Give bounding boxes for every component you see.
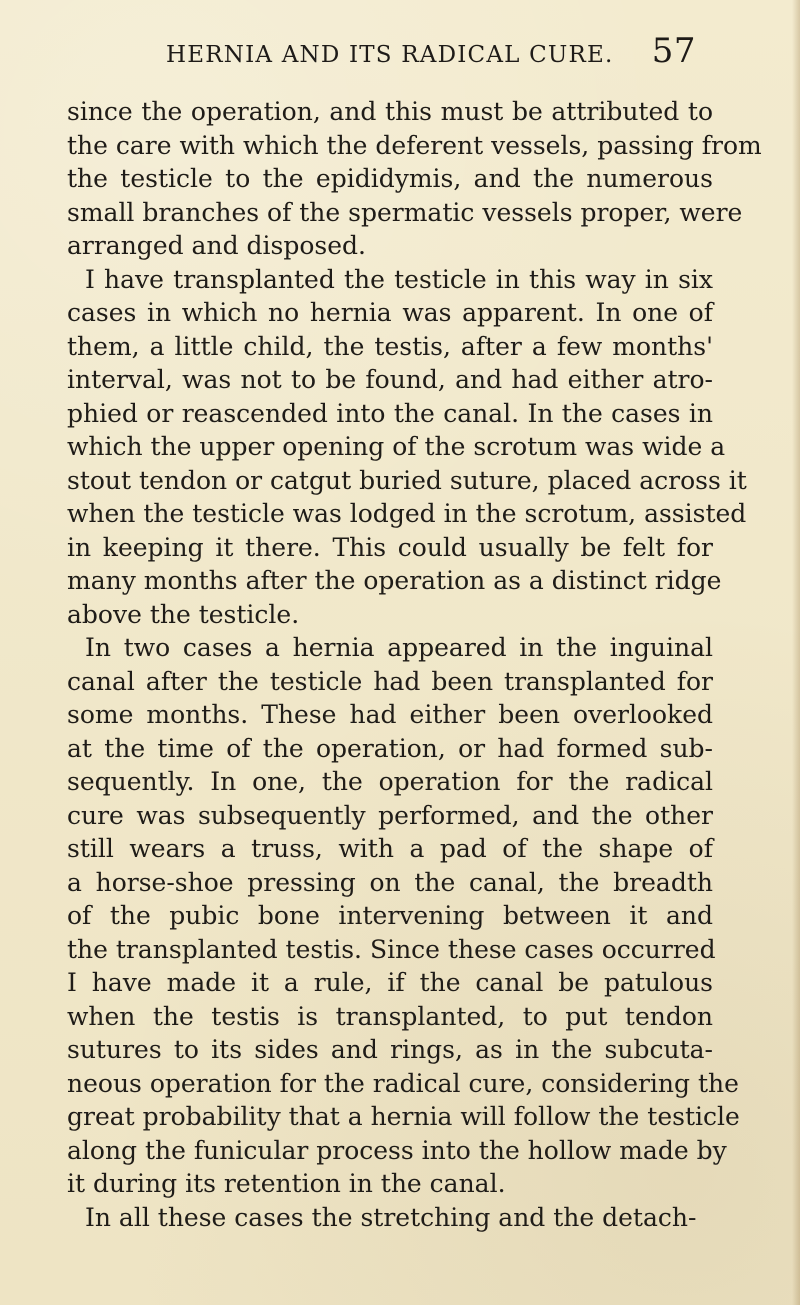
text-line: since the operation, and this must be attributed to <box>67 97 713 126</box>
text-line: phied or reascended into the canal. In the cases in <box>67 398 713 428</box>
text-line: when the testicle was lodged in the scrotum, assisted <box>67 499 747 528</box>
text-line: stout tendon or catgut buried suture, placed across it <box>67 465 747 495</box>
body-text <box>67 97 762 1232</box>
text-line: cure was subsequently performed, and the other <box>67 800 713 830</box>
text-line: canal after the testicle had been transplanted for <box>67 666 713 696</box>
text-line: many months after the operation as a distinct ridge <box>67 566 722 595</box>
text-line: great probability that a hernia will follow the testicle <box>67 1102 740 1131</box>
text-line: of the pubic bone intervening between it and <box>67 901 713 930</box>
text-line: sequently. In one, the operation for the radical <box>67 767 713 796</box>
text-line: in keeping it there. This could usually be felt for <box>67 532 713 562</box>
text-line: the testicle to the epididymis, and the numerous <box>67 164 713 193</box>
page-header <box>166 31 696 82</box>
text-line: along the funicular process into the hollow made by <box>67 1135 727 1165</box>
text-line: them, a little child, the testis, after a few months' <box>67 331 713 361</box>
paragraph-start-line: In all these cases the stretching and the detach- <box>85 1202 697 1232</box>
page-number: 57 <box>651 31 696 71</box>
text-line: it during its retention in the canal. <box>67 1169 506 1198</box>
text-line: above the testicle. <box>67 599 300 629</box>
text-line: some months. These had either been overlooked <box>67 700 713 729</box>
text-line: when the testis is transplanted, to put tendon <box>67 1001 713 1031</box>
text-line: a horse-shoe pressing on the canal, the breadth <box>67 867 713 897</box>
paragraph-start-line: I have transplanted the testicle in this way in six <box>85 264 713 294</box>
text-line: small branches of the spermatic vessels proper, were <box>67 197 743 227</box>
page-edge-shadow <box>792 0 800 1305</box>
text-line: I have made it a rule, if the canal be patulous <box>67 968 713 997</box>
text-line: interval, was not to be found, and had either atro- <box>67 365 713 394</box>
text-line: neous operation for the radical cure, considering the <box>67 1068 739 1098</box>
text-line: the care with which the deferent vessels, passing from <box>67 130 762 160</box>
text-line: cases in which no hernia was apparent. In one of <box>67 298 713 327</box>
text-line: still wears a truss, with a pad of the shape of <box>67 834 713 863</box>
paragraph-start-line: In two cases a hernia appeared in the inguinal <box>85 633 713 662</box>
text-line: at the time of the operation, or had formed sub- <box>67 733 713 763</box>
text-line: arranged and disposed. <box>67 231 366 260</box>
text-line: which the upper opening of the scrotum was wide a <box>67 432 726 461</box>
running-head: HERNIA AND ITS RADICAL CURE. <box>166 42 614 68</box>
text-line: sutures to its sides and rings, as in the subcuta- <box>67 1035 713 1064</box>
text-line: the transplanted testis. Since these cases occurred <box>67 934 716 964</box>
